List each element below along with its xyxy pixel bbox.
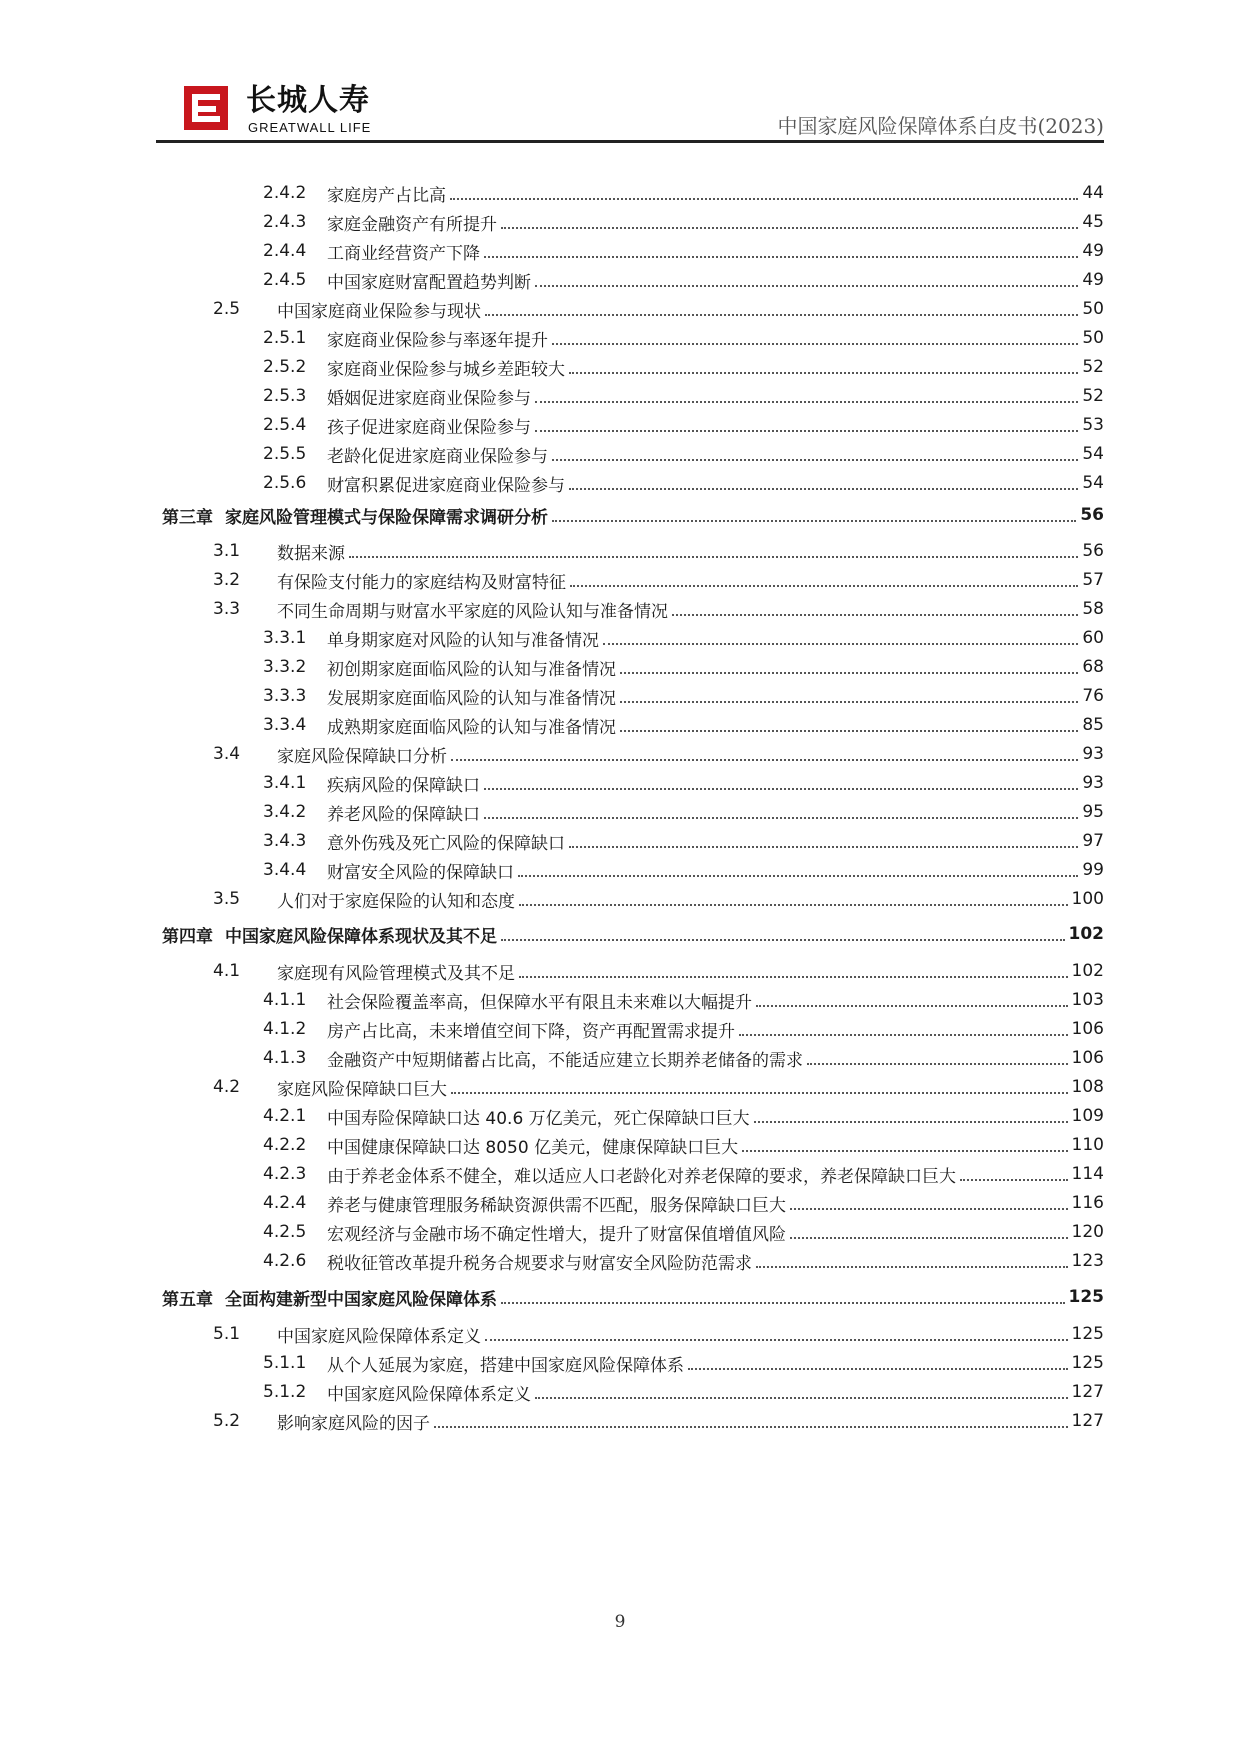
toc-entry-page: 54: [1082, 444, 1104, 464]
toc-entry[interactable]: [156, 1377, 1104, 1407]
toc-entry-title: 家庭房产占比高: [327, 185, 446, 206]
toc-entry-title: 疾病风险的保障缺口: [327, 775, 480, 796]
toc-entry-number: 3.3.3: [263, 686, 307, 706]
toc-entry-title: 家庭风险管理模式与保险保障需求调研分析: [225, 507, 548, 528]
toc-entry-title: 数据来源: [277, 543, 345, 564]
toc-entry-number: 5.1.1: [263, 1353, 307, 1373]
toc-entry-number: 2.4.3: [263, 212, 307, 232]
toc-entry-title: 婚姻促进家庭商业保险参与: [327, 388, 531, 409]
toc-entry[interactable]: [156, 352, 1104, 382]
toc-leader-dots: [552, 343, 1078, 345]
logo-english-name: GREATWALL LIFE: [248, 120, 372, 135]
toc-entry-title: 成熟期家庭面临风险的认知与准备情况: [327, 717, 616, 738]
toc-leader-dots: [756, 1266, 1068, 1268]
toc-leader-dots: [485, 314, 1078, 316]
toc-entry[interactable]: [156, 652, 1104, 682]
toc-leader-dots: [756, 1005, 1068, 1007]
toc-leader-dots: [569, 846, 1078, 848]
toc-leader-dots: [742, 1150, 1067, 1152]
toc-entry[interactable]: [156, 884, 1104, 914]
toc-entry-number: 4.1: [213, 961, 241, 981]
toc-leader-dots: [790, 1208, 1068, 1210]
toc-leader-dots: [450, 198, 1078, 200]
toc-leader-dots: [620, 672, 1078, 674]
toc-entry-page: 52: [1082, 386, 1104, 406]
toc-leader-dots: [501, 1302, 1065, 1304]
toc-entry[interactable]: [156, 1130, 1104, 1160]
toc-entry[interactable]: [156, 178, 1104, 208]
toc-leader-dots: [535, 1397, 1068, 1399]
toc-leader-dots: [603, 643, 1078, 645]
toc-entry-page: 52: [1082, 357, 1104, 377]
toc-entry[interactable]: [156, 710, 1104, 740]
toc-leader-dots: [451, 759, 1078, 761]
toc-entry-page: 49: [1082, 241, 1104, 261]
toc-entry-page: 68: [1082, 657, 1104, 677]
toc-entry-title: 单身期家庭对风险的认知与准备情况: [327, 630, 599, 651]
toc-entry-number: 4.2.6: [263, 1251, 307, 1271]
toc-entry-page: 120: [1071, 1222, 1104, 1242]
toc-leader-dots: [570, 585, 1078, 587]
toc-leader-dots: [485, 1339, 1068, 1341]
toc-leader-dots: [535, 430, 1078, 432]
toc-entry-number: 2.5.5: [263, 444, 307, 464]
toc-entry[interactable]: [156, 439, 1104, 469]
toc-entry-title: 家庭商业保险参与率逐年提升: [327, 330, 548, 351]
toc-leader-dots: [535, 285, 1078, 287]
toc-entry[interactable]: [156, 956, 1104, 986]
toc-entry-number: 3.4.4: [263, 860, 307, 880]
toc-entry-number: 5.1: [213, 1324, 241, 1344]
toc-entry-number: 3.3: [213, 599, 241, 619]
toc-entry-title: 中国家庭商业保险参与现状: [277, 301, 481, 322]
toc-leader-dots: [518, 875, 1078, 877]
toc-leader-dots: [688, 1368, 1068, 1370]
toc-entry-title: 家庭风险保障缺口分析: [277, 746, 447, 767]
toc-leader-dots: [501, 939, 1065, 941]
toc-entry-page: 110: [1071, 1135, 1104, 1155]
toc-entry[interactable]: [156, 1217, 1104, 1247]
toc-leader-dots: [569, 488, 1078, 490]
toc-leader-dots: [535, 401, 1078, 403]
toc-entry-number: 2.4.5: [263, 270, 307, 290]
toc-entry-page: 125: [1068, 1287, 1104, 1307]
toc-entry-number: 4.2.2: [263, 1135, 307, 1155]
toc-entry-number: 4.2: [213, 1077, 241, 1097]
toc-entry-number: 第五章: [162, 1289, 213, 1310]
toc-entry-title: 财富积累促进家庭商业保险参与: [327, 475, 565, 496]
toc-entry-title: 有保险支付能力的家庭结构及财富特征: [277, 572, 566, 593]
toc-entry-title: 不同生命周期与财富水平家庭的风险认知与准备情况: [277, 601, 668, 622]
toc-entry-page: 49: [1082, 270, 1104, 290]
toc-entry-page: 106: [1071, 1048, 1104, 1068]
toc-entry[interactable]: [156, 1348, 1104, 1378]
toc-entry[interactable]: [156, 1043, 1104, 1073]
toc-entry-page: 100: [1071, 889, 1104, 909]
toc-entry-title: 全面构建新型中国家庭风险保障体系: [225, 1289, 497, 1310]
toc-entry-title: 孩子促进家庭商业保险参与: [327, 417, 531, 438]
toc-entry-title: 从个人延展为家庭，搭建中国家庭风险保障体系: [327, 1355, 684, 1376]
toc-entry[interactable]: [156, 1072, 1104, 1102]
toc-entry-title: 初创期家庭面临风险的认知与准备情况: [327, 659, 616, 680]
toc-entry-page: 53: [1082, 415, 1104, 435]
toc-entry[interactable]: [156, 985, 1104, 1015]
toc-entry-title: 由于养老金体系不健全，难以适应人口老龄化对养老保障的要求，养老保障缺口巨大: [327, 1166, 956, 1187]
page-header: [156, 84, 1104, 140]
toc-entry-title: 影响家庭风险的因子: [277, 1413, 430, 1434]
toc-entry-number: 3.4.1: [263, 773, 307, 793]
toc-entry-page: 45: [1082, 212, 1104, 232]
toc-entry-page: 123: [1071, 1251, 1104, 1271]
toc-entry-number: 5.1.2: [263, 1382, 307, 1402]
toc-entry[interactable]: [156, 594, 1104, 624]
toc-leader-dots: [620, 730, 1078, 732]
toc-entry-number: 2.4.2: [263, 183, 307, 203]
toc-entry-title: 养老风险的保障缺口: [327, 804, 480, 825]
toc-leader-dots: [552, 520, 1076, 522]
toc-entry[interactable]: [156, 565, 1104, 595]
toc-entry-number: 3.5: [213, 889, 241, 909]
toc-entry-number: 2.5.6: [263, 473, 307, 493]
toc-entry-page: 102: [1071, 961, 1104, 981]
toc-entry[interactable]: [156, 1246, 1104, 1276]
toc-entry[interactable]: [156, 468, 1104, 498]
toc-entry[interactable]: [156, 410, 1104, 440]
toc-entry-title: 中国家庭风险保障体系现状及其不足: [225, 926, 497, 947]
toc-entry-title: 工商业经营资产下降: [327, 243, 480, 264]
toc-entry-number: 5.2: [213, 1411, 241, 1431]
toc-entry-title: 家庭商业保险参与城乡差距较大: [327, 359, 565, 380]
toc-entry-title: 中国健康保障缺口达 8050 亿美元，健康保障缺口巨大: [327, 1137, 739, 1158]
toc-leader-dots: [349, 556, 1078, 558]
toc-entry[interactable]: [156, 265, 1104, 295]
toc-entry[interactable]: [156, 323, 1104, 353]
toc-entry-page: 44: [1082, 183, 1104, 203]
toc-entry-title: 中国寿险保障缺口达 40.6 万亿美元，死亡保障缺口巨大: [327, 1108, 750, 1129]
toc-entry-page: 103: [1071, 990, 1104, 1010]
toc-entry[interactable]: [156, 768, 1104, 798]
toc-entry-title: 金融资产中短期储蓄占比高，不能适应建立长期养老储备的需求: [327, 1050, 803, 1071]
toc-entry-number: 2.5.3: [263, 386, 307, 406]
toc-entry-title: 意外伤残及死亡风险的保障缺口: [327, 833, 565, 854]
toc-leader-dots: [754, 1121, 1068, 1123]
document-title: 中国家庭风险保障体系白皮书(2023): [777, 114, 1104, 138]
toc-entry-number: 3.3.1: [263, 628, 307, 648]
toc-entry-number: 2.5.2: [263, 357, 307, 377]
toc-leader-dots: [484, 817, 1078, 819]
toc-entry-number: 4.2.3: [263, 1164, 307, 1184]
toc-entry-number: 4.2.5: [263, 1222, 307, 1242]
toc-entry-title: 中国家庭风险保障体系定义: [327, 1384, 531, 1405]
toc-entry-title: 老龄化促进家庭商业保险参与: [327, 446, 548, 467]
toc-entry[interactable]: [156, 739, 1104, 769]
toc-entry-page: 99: [1082, 860, 1104, 880]
toc-entry-page: 50: [1082, 299, 1104, 319]
logo-chinese-name: 长城人寿: [246, 83, 370, 118]
toc-entry[interactable]: [156, 1188, 1104, 1218]
toc-leader-dots: [484, 788, 1078, 790]
toc-entry-number: 3.3.2: [263, 657, 307, 677]
toc-entry-number: 第三章: [162, 507, 213, 528]
toc-entry-number: 4.1.1: [263, 990, 307, 1010]
toc-entry-title: 社会保险覆盖率高，但保障水平有限且未来难以大幅提升: [327, 992, 752, 1013]
toc-entry-number: 3.2: [213, 570, 241, 590]
toc-entry[interactable]: [156, 1101, 1104, 1131]
toc-chapter-entry[interactable]: [156, 500, 1104, 530]
toc-entry-page: 85: [1082, 715, 1104, 735]
toc-leader-dots: [451, 1092, 1068, 1094]
toc-entry-page: 125: [1071, 1353, 1104, 1373]
toc-leader-dots: [672, 614, 1078, 616]
toc-entry-number: 4.1.3: [263, 1048, 307, 1068]
toc-entry-page: 56: [1082, 541, 1104, 561]
toc-leader-dots: [552, 459, 1078, 461]
toc-entry-page: 50: [1082, 328, 1104, 348]
toc-entry-title: 房产占比高，未来增值空间下降，资产再配置需求提升: [327, 1021, 735, 1042]
toc-leader-dots: [519, 976, 1068, 978]
toc-chapter-entry[interactable]: [156, 919, 1104, 949]
toc-entry-title: 中国家庭财富配置趋势判断: [327, 272, 531, 293]
toc-entry-number: 4.2.4: [263, 1193, 307, 1213]
greatwall-logo-icon: [184, 86, 228, 130]
toc-entry-page: 56: [1080, 505, 1104, 525]
toc-entry[interactable]: [156, 1406, 1104, 1436]
toc-entry-title: 家庭现有风险管理模式及其不足: [277, 963, 515, 984]
toc-leader-dots: [807, 1063, 1068, 1065]
toc-entry[interactable]: [156, 1014, 1104, 1044]
toc-entry-page: 95: [1082, 802, 1104, 822]
toc-entry[interactable]: [156, 294, 1104, 324]
toc-entry-number: 2.4.4: [263, 241, 307, 261]
toc-entry-page: 116: [1071, 1193, 1104, 1213]
toc-entry[interactable]: [156, 207, 1104, 237]
toc-entry-title: 人们对于家庭保险的认知和态度: [277, 891, 515, 912]
toc-leader-dots: [519, 904, 1068, 906]
toc-leader-dots: [739, 1034, 1068, 1036]
toc-entry-title: 税收征管改革提升税务合规要求与财富安全风险防范需求: [327, 1253, 752, 1274]
toc-entry-number: 2.5.1: [263, 328, 307, 348]
toc-entry-title: 家庭金融资产有所提升: [327, 214, 497, 235]
toc-entry-number: 2.5: [213, 299, 241, 319]
toc-entry-number: 4.2.1: [263, 1106, 307, 1126]
toc-entry-number: 3.4.3: [263, 831, 307, 851]
toc-leader-dots: [569, 372, 1078, 374]
toc-leader-dots: [790, 1237, 1068, 1239]
toc-leader-dots: [501, 227, 1078, 229]
toc-entry-title: 发展期家庭面临风险的认知与准备情况: [327, 688, 616, 709]
toc-entry[interactable]: [156, 855, 1104, 885]
toc-entry-title: 中国家庭风险保障体系定义: [277, 1326, 481, 1347]
toc-entry[interactable]: [156, 623, 1104, 653]
toc-entry[interactable]: [156, 236, 1104, 266]
toc-leader-dots: [484, 256, 1078, 258]
toc-entry-page: 54: [1082, 473, 1104, 493]
toc-entry-number: 3.1: [213, 541, 241, 561]
toc-entry[interactable]: [156, 1159, 1104, 1189]
toc-entry-title: 家庭风险保障缺口巨大: [277, 1079, 447, 1100]
toc-entry-page: 57: [1082, 570, 1104, 590]
toc-leader-dots: [434, 1426, 1068, 1428]
toc-entry-number: 3.4: [213, 744, 241, 764]
toc-entry[interactable]: [156, 681, 1104, 711]
toc-entry-number: 3.3.4: [263, 715, 307, 735]
toc-entry-page: 93: [1082, 773, 1104, 793]
toc-entry-page: 93: [1082, 744, 1104, 764]
toc-chapter-entry[interactable]: [156, 1282, 1104, 1312]
toc-entry-page: 58: [1082, 599, 1104, 619]
toc-entry[interactable]: [156, 381, 1104, 411]
toc-entry-page: 125: [1071, 1324, 1104, 1344]
toc-entry-page: 60: [1082, 628, 1104, 648]
toc-entry-title: 养老与健康管理服务稀缺资源供需不匹配，服务保障缺口巨大: [327, 1195, 786, 1216]
toc-entry-page: 106: [1071, 1019, 1104, 1039]
toc-entry-page: 76: [1082, 686, 1104, 706]
toc-entry-page: 108: [1071, 1077, 1104, 1097]
toc-entry-title: 宏观经济与金融市场不确定性增大，提升了财富保值增值风险: [327, 1224, 786, 1245]
toc-entry[interactable]: [156, 826, 1104, 856]
toc-entry-number: 第四章: [162, 926, 213, 947]
toc-entry-page: 102: [1068, 924, 1104, 944]
toc-entry-page: 127: [1071, 1382, 1104, 1402]
toc-entry-page: 127: [1071, 1411, 1104, 1431]
toc-entry-page: 97: [1082, 831, 1104, 851]
toc-entry-page: 114: [1071, 1164, 1104, 1184]
toc-entry[interactable]: [156, 797, 1104, 827]
page-number: 9: [614, 1612, 626, 1632]
toc-entry-title: 财富安全风险的保障缺口: [327, 862, 514, 883]
toc-leader-dots: [960, 1179, 1068, 1181]
toc-leader-dots: [620, 701, 1078, 703]
toc-entry[interactable]: [156, 536, 1104, 566]
toc-entry-page: 109: [1071, 1106, 1104, 1126]
toc-entry-number: 2.5.4: [263, 415, 307, 435]
header-rule: [156, 140, 1104, 143]
toc-entry[interactable]: [156, 1319, 1104, 1349]
toc-entry-number: 4.1.2: [263, 1019, 307, 1039]
toc-entry-number: 3.4.2: [263, 802, 307, 822]
